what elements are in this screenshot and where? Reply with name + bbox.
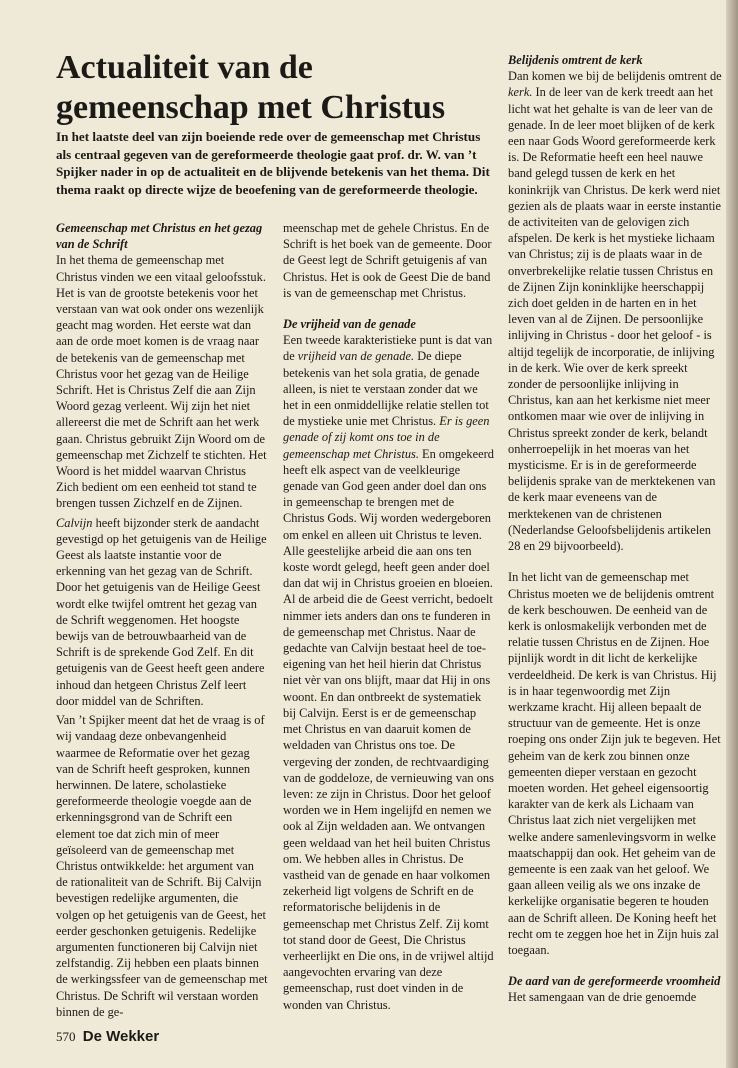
paragraph: In het licht van de gemeenschap met Christus moeten we de belijdenis omtrent de kerk beschouwen. De eenheid van de kerk is onlosmakelijk verbonden met de relatie tussen Christus en de Zijnen. Hoe pijnlijk wordt in dit licht de kerkelijke verdeeldheid. De kerk is van Christus. Hij is in haar tegenwoordig met Zijn werkzame kracht. Hij alleen bepaalt de structuur van de gemeente. Het is onze roeping ons onder Zijn juk te begeven. Het geheim van de kerk zou binnen onze gemeenten dieper verstaan en gezocht moeten worden. Het geheel eigensoortig karakter van de kerk als Lichaam van Christus laat zich niet vergelijken met welke andere samenlevingsvorm in welke maatschappij dan ook. Het geheim van de gemeente is een zaak van het geloof. We gaan alleen veilig als we ons inzake de kerkelijke organisatie begeren te houden aan de Schrift alleen. De Koning heeft het recht om te zeggen hoe het in Zijn huis zal toegaan. — [508, 570, 721, 957]
page-edge-shadow — [726, 0, 738, 1068]
paragraph: In het thema de gemeenschap met Christus vinden we een vitaal geloofsstuk. Het is van de grootste betekenis voor het verstaan van wat ook onder ons wezenlijk geacht mag worden. Het eerste wat dan aan de orde moet komen is de vraag naar de betekenis van de gemeenschap met Christus voor het gezag van de Heilige Schrift. Het is Christus Zelf die aan Zijn Woord gezag verleent. Wij zijn het niet allereerst die met de Schrift aan het werk gaan. Christus gebruikt Zijn Woord om de gemeenschap met Zichzelf te stichten. Het Woord is het middel waarvan Christus Zich bedient om een eenheid tot stand te brengen tussen Zichzelf en de Zijnen. — [56, 253, 267, 511]
emphasis: Calvijn — [56, 515, 93, 530]
emphasis: vrijheid van de genade. — [297, 349, 415, 364]
paragraph-text: heeft bijzonder sterk de aandacht gevestigd op het getuigenis van de Heilige Geest als laatste instantie voor de erkenning van het gezag van de Schrift. Door het getuigenis van de Heilige Geest wordt elke twijfel omtrent het gezag van de Schrift weggenomen. Het hoogste bewijs van de betrouwbaarheid van de Schrift is de sprekende God Zelf. En dit getuigenis van de Geest heeft geen andere inhoud dan hetgeen Christus Zelf leert door middel van de Schriften. — [56, 515, 267, 708]
paragraph-text: En omgekeerd heeft elk aspect van de veelkleurige genade van God geen ander doel dan ons in gemeenschap te brengen met de Christus Gods. Wij worden wedergeboren om enkel en alleen uit Christus te leven. Alle geestelijke arbeid die aan ons ten koste wordt gelegd, heeft geen ander doel dan dat wij in Christus groeien en bloeien. Al de arbeid die de Geest verricht, bedoelt nimmer iets anders dan ons te funderen in de gemeenschap met Christus. Naar de gedachte van Calvijn bestaat heel de toe-eigening van het heil hierin dat Christus niet vèr van ons blijft, maar dat Hij in ons woont. En dan ontbreekt de systematiek bij Calvijn. Eerst is er de gemeenschap met Christus en van daaruit komen de weldaden van Christus ons toe. De vergeving der zonden, de rechtvaardiging van de goddeloze, de vernieuwing van ons leven: ze zijn in Christus. Door het geloof worden we in Hem ingelijfd en nemen we ook al Zijn weldaden aan. We ontvangen geen weldaad van het heil buiten Christus om. We hebben alles in Christus. De vastheid van de genade en haar volkomen zekerheid ligt volgens de Schrift en de reformatorische belijdenis in de gemeenschap met Christus Zelf. Zij komt tot stand door de Geest, Die Christus verheerlijkt en Die ons, in de vrijwel altijd aangevochten ervaring van deze gemeenschap, rust doet vinden in de wonden van Christus. — [283, 446, 494, 1012]
paragraph-text: Een tweede karakteristieke punt is dat van de — [283, 333, 493, 364]
column-3 — [508, 52, 722, 1009]
section-heading-kerk: Belijdenis omtrent de kerk — [508, 53, 643, 67]
page-footer — [56, 1028, 159, 1046]
paragraph — [56, 515, 268, 709]
article-title: Actualiteit van de gemeenschap met Christus — [56, 49, 446, 126]
paragraph — [508, 68, 722, 554]
paragraph-text: De diepe betekenis van het sola gratia, de genade alleen, is niet te verstaan zonder dat we het in een onmiddellijke relatie stellen tot de mystieke unie met Christus. — [283, 349, 489, 429]
page-number: 570 — [56, 1029, 76, 1044]
paragraph: meenschap met de gehele Christus. En de Schrift is het boek van de gemeente. Door de Geest legt de Schrift getuigenis af van Christus. Het is ook de Geest Die de band is van de gemeenschap met Christus. — [283, 221, 492, 300]
paragraph — [283, 332, 495, 1013]
paragraph-text: Dan komen we bij de belijdenis omtrent de — [508, 69, 722, 84]
paragraph: Het samengaan van de drie genoemde — [508, 990, 697, 1005]
paragraph-text: In de leer van de kerk treedt aan het licht wat het gehalte is van de leer van de genade. In de leer moet blijken of de kerk een naar Gods Woord gereformeerde kerk is. De Reformatie heeft een heel nauwe band gelegd tussen de kerk en het koninkrijk van Christus. De kerk werd niet gezien als de plaats waar in eerste instantie de activiteiten van de gelovigen zich afspelen. De kerk is het mystieke lichaam van Christus; zij is de plaats waar in de onverbrekelijke relatie tussen Christus en de Zijnen Zijn koninklijke heerschappij zich doet gelden in de harten en in het leven van al de Zijnen. De persoonlijke inlijving in Christus - door het geloof - is altijd tegelijk de incorporatie, de inlijving in de kerk. Wie over de kerk spreekt zonder de persoonlijke inlijving in Christus, kan aan het kerkisme niet meer ontkomen maar wie over de inlijving in Christus spreekt zonder de kerk, belandt onherroepelijk in het moeras van het mysticisme. Er is in de gereformeerde belijdenis sprake van de merktekenen van de kerk maar eveneens van de merktekenen van de christenen (Nederlandse Geloofsbelijdenis artikelen 28 en 29 bijvoorbeeld). — [508, 85, 721, 554]
section-heading-vrijheid: De vrijheid van de genade — [283, 317, 416, 332]
column-2 — [283, 220, 495, 1016]
column-1 — [56, 220, 268, 1023]
emphasis: Er is geen genade of zij komt ons toe in de gemeenschap met Christus. — [283, 414, 490, 461]
article-intro: In het laatste deel van zijn boeiende rede over de gemeenschap met Christus als centraal gegeven van de gereformeerde theologie gaat prof. dr. W. van ’t Spijker nader in op de actualiteit en de blijvende betekenis van het thema. Dit thema raakt op directe wijze de beoefening van de gereformeerde theologie. — [56, 129, 490, 197]
section-heading-gezag: Gemeenschap met Christus en het gezag van de Schrift — [56, 221, 263, 252]
magazine-name: De Wekker — [82, 1028, 160, 1045]
paragraph: Van ’t Spijker meent dat het de vraag is of wij vandaag deze onbevangenheid waarmee de Reformatie over het gezag van de Schrift heeft gesproken, kunnen herwinnen. De latere, scholastieke gereformeerde theologie voegde aan de erkenningsgrond van de Schrift een element toe dat zich min of meer geïsoleerd van de gemeenschap met Christus ontwikkelde: het argument van de rationaliteit van de Schrift. Bij Calvijn bevestigen redelijke argumenten, die volgen op het getuigenis van de Geest, het eerder geschonken getuigenis. Redelijke argumenten functioneren bij Calvijn niet zelfstandig. Zij hebben een plaats binnen de werkingssfeer van de gemeenschap met Christus. De Schrift wil verstaan worden binnen de ge- — [56, 713, 268, 1019]
section-heading-vroomheid: De aard van de gereformeerde vroomheid — [508, 974, 721, 989]
emphasis: kerk. — [508, 85, 533, 100]
